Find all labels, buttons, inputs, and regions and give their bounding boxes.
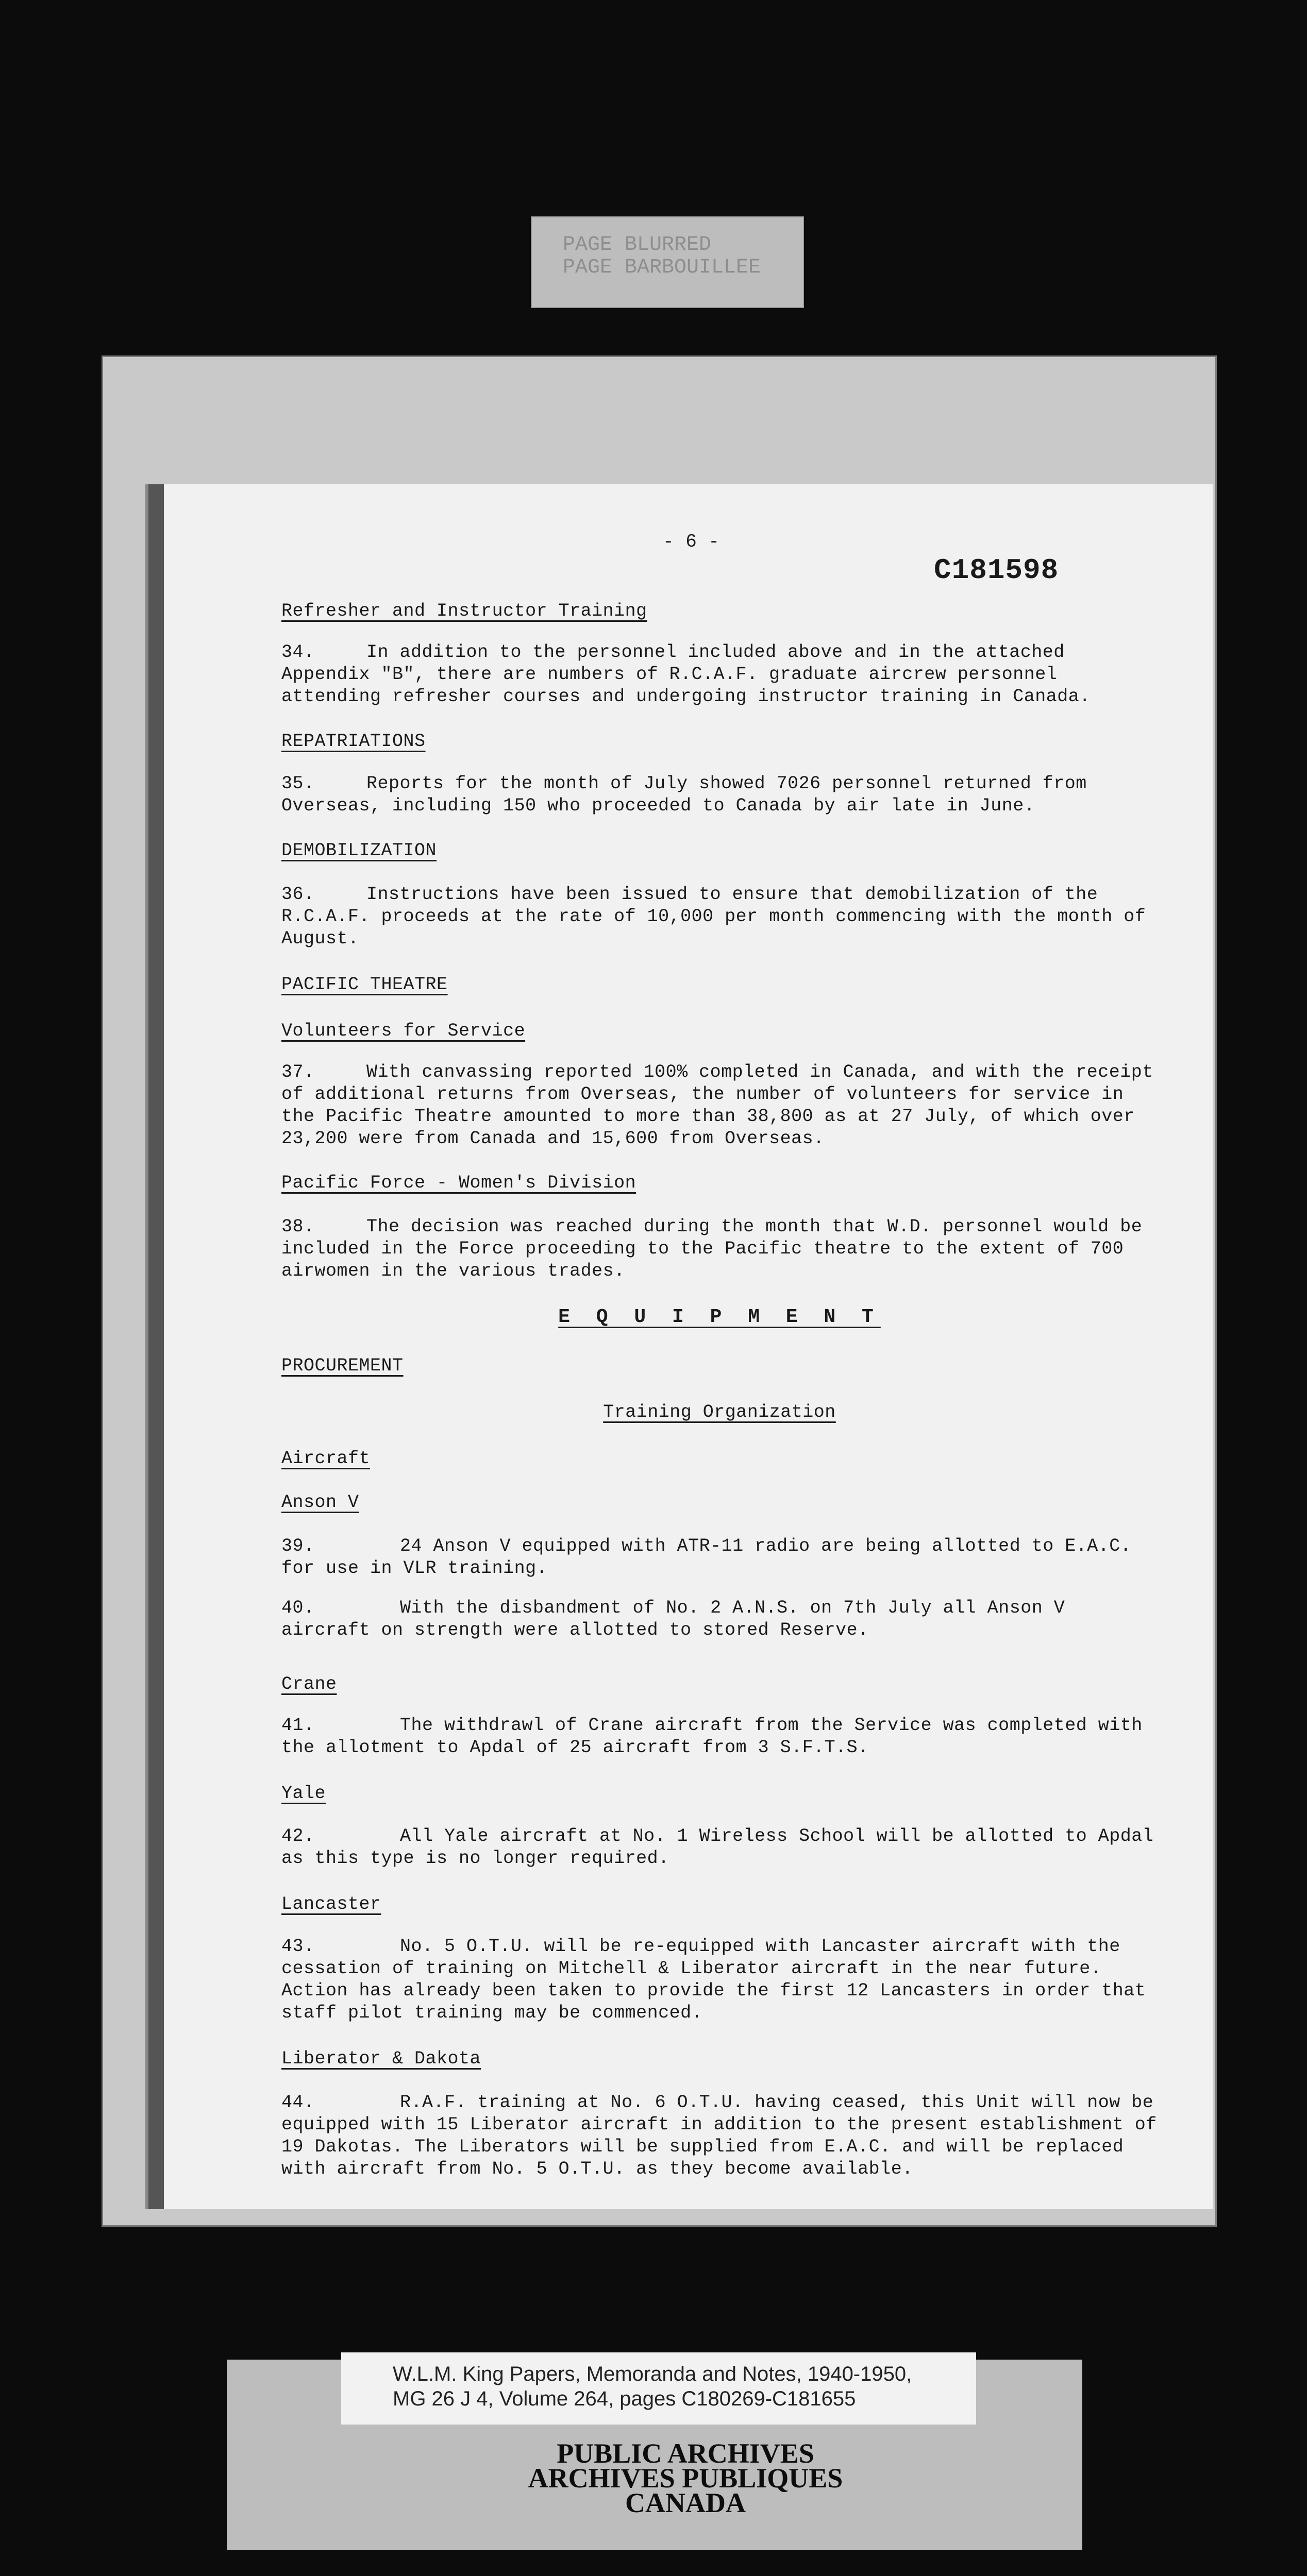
paragraph-number: 34. <box>281 642 315 663</box>
heading-pacific-theatre: PACIFIC THEATRE <box>281 974 448 995</box>
paragraph-text: Reports for the month of July showed 7026 personnel returned from Overseas, including 150 who proceeded to Canada by air late in June. <box>281 773 1087 816</box>
page-blurred-stamp <box>531 216 804 308</box>
paragraph-37 <box>281 1061 1158 1150</box>
heading-training-organization: Training Organization <box>603 1402 836 1422</box>
heading-womens-division: Pacific Force - Women's Division <box>281 1173 636 1193</box>
heading-volunteers: Volunteers for Service <box>281 1021 526 1041</box>
paragraph-text: No. 5 O.T.U. will be re-equipped with Lancaster aircraft with the cessation of training on Mitchell & Liberator aircraft in the near future. Action has already been taken to provide the first 12 Lancasters in order that staff pilot training may be commenced. <box>281 1936 1146 2023</box>
paragraph-text: With canvassing reported 100% completed in Canada, and with the receipt of additional returns from Overseas, the number of volunteers for service in the Pacific Theatre amounted to more than 38,800 as at 27 July, of which over 23,200 were from Canada and 15,600 from Overseas. <box>281 1062 1153 1149</box>
stamp-line-2: PAGE BARBOUILLEE <box>563 256 761 279</box>
heading-demobilization: DEMOBILIZATION <box>281 840 437 861</box>
training-org-wrap <box>281 1401 1158 1423</box>
archives-line-3: CANADA <box>625 2487 746 2518</box>
paragraph-text: The withdrawl of Crane aircraft from the Service was completed with the allotment to Apdal of 25 aircraft from 3 S.F.T.S. <box>281 1715 1143 1758</box>
heading-anson: Anson V <box>281 1492 359 1513</box>
paragraph-44 <box>281 2092 1158 2180</box>
heading-lancaster: Lancaster <box>281 1894 381 1914</box>
page-number: - 6 - <box>663 531 720 552</box>
heading-equipment: E Q U I P M E N T <box>558 1306 881 1328</box>
paragraph-number: 39. <box>281 1536 315 1556</box>
archives-line-2: ARCHIVES PUBLIQUES <box>528 2463 843 2494</box>
paragraph-43 <box>281 1936 1158 2024</box>
paragraph-number: 36. <box>281 884 315 905</box>
paragraph-text: 24 Anson V equipped with ATR-11 radio are being allotted to E.A.C. for use in VLR training. <box>281 1536 1132 1579</box>
citation-line-1: W.L.M. King Papers, Memoranda and Notes, 1940-1950, <box>393 2363 912 2385</box>
stamp-line-1: PAGE BLURRED <box>563 233 712 257</box>
paragraph-text: Instructions have been issued to ensure that demobilization of the R.C.A.F. proceeds at the rate of 10,000 per month commencing with the month of August. <box>281 884 1146 949</box>
heading-liberator-dakota: Liberator & Dakota <box>281 2048 481 2069</box>
paragraph-35 <box>281 773 1158 817</box>
heading-refresher: Refresher and Instructor Training <box>281 601 647 621</box>
paragraph-number: 43. <box>281 1936 315 1957</box>
equipment-heading-wrap <box>281 1306 1158 1329</box>
paragraph-text: In addition to the personnel included above and in the attached Appendix "B", there are numbers of R.C.A.F. graduate aircrew personnel attending refresher courses and undergoing instructor training in Canada. <box>281 642 1091 707</box>
heading-aircraft: Aircraft <box>281 1448 371 1469</box>
paragraph-number: 40. <box>281 1598 315 1618</box>
document-id: C181598 <box>934 554 1059 587</box>
paragraph-text: With the disbandment of No. 2 A.N.S. on 7th July all Anson V aircraft on strength were allotted to stored Reserve. <box>281 1598 1065 1640</box>
paragraph-39 <box>281 1535 1158 1580</box>
paragraph-34 <box>281 641 1158 708</box>
paragraph-41 <box>281 1715 1158 1759</box>
citation-line-2: MG 26 J 4, Volume 264, pages C180269-C181655 <box>393 2387 856 2410</box>
paragraph-number: 35. <box>281 773 315 794</box>
paragraph-number: 41. <box>281 1715 315 1736</box>
heading-crane: Crane <box>281 1674 337 1694</box>
paragraph-38 <box>281 1216 1158 1282</box>
citation-label <box>341 2352 976 2425</box>
paragraph-number: 44. <box>281 2092 315 2113</box>
paragraph-number: 38. <box>281 1216 315 1237</box>
paragraph-number: 37. <box>281 1062 315 1082</box>
archives-line-1: PUBLIC ARCHIVES <box>557 2438 814 2469</box>
public-archives-stamp <box>454 2431 917 2544</box>
paragraph-text: All Yale aircraft at No. 1 Wireless School will be allotted to Apdal as this type is no longer required. <box>281 1826 1154 1869</box>
paragraph-40 <box>281 1597 1158 1641</box>
paragraph-text: R.A.F. training at No. 6 O.T.U. having ceased, this Unit will now be equipped with 15 Liberator aircraft in addition to the present establishment of 19 Dakotas. The Liberators will be supplied from E.A.C. and will be replaced with aircraft from No. 5 O.T.U. as they become available. <box>281 2092 1157 2179</box>
heading-procurement: PROCUREMENT <box>281 1355 404 1376</box>
paragraph-number: 42. <box>281 1826 315 1846</box>
heading-yale: Yale <box>281 1783 326 1804</box>
paragraph-36 <box>281 884 1158 950</box>
paragraph-text: The decision was reached during the month that W.D. personnel would be included in the Force proceeding to the Pacific theatre to the extent of 700 airwomen in the various trades. <box>281 1216 1143 1281</box>
paragraph-42 <box>281 1825 1158 1870</box>
heading-repatriations: REPATRIATIONS <box>281 731 426 752</box>
